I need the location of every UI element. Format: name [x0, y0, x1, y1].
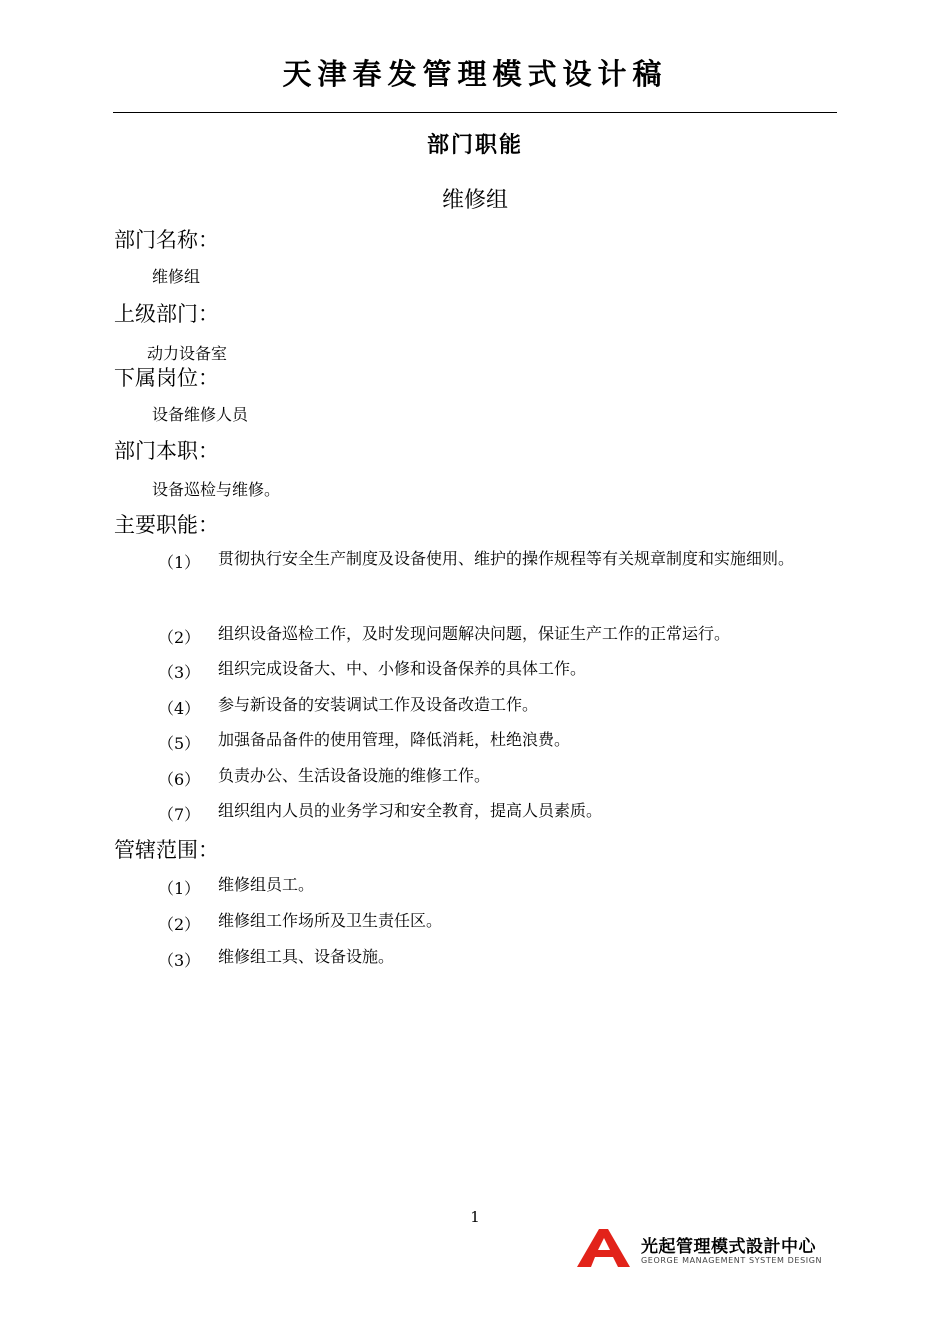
scope-label: 管辖范围：	[114, 838, 219, 862]
subordinate-positions-label: 下属岗位：	[114, 366, 219, 390]
department-name-label: 部门名称：	[114, 228, 219, 252]
logo-mark-icon	[575, 1228, 631, 1268]
footer-logo	[575, 1228, 837, 1270]
document-header-title: 天津春发管理模式设计稿	[282, 57, 668, 91]
function-item-number: （5）	[158, 734, 201, 753]
function-item-text: 负责办公、生活设备设施的维修工作。	[218, 766, 491, 785]
function-item-number: （7）	[158, 805, 201, 824]
function-item-text: 参与新设备的安装调试工作及设备改造工作。	[218, 695, 539, 714]
scope-item-number: （3）	[158, 951, 201, 970]
function-item-number: （3）	[158, 663, 201, 682]
department-duty-label: 部门本职：	[114, 439, 219, 463]
department-title: 维修组	[441, 188, 508, 213]
parent-department-label: 上级部门：	[114, 302, 219, 326]
scope-item-text: 维修组工具、设备设施。	[218, 947, 395, 966]
function-item-text: 组织组内人员的业务学习和安全教育，提高人员素质。	[218, 801, 603, 820]
scope-item-number: （2）	[158, 915, 201, 934]
department-duty-value: 设备巡检与维修。	[152, 480, 281, 499]
function-item-number: （2）	[158, 628, 201, 647]
function-item-text: 贯彻执行安全生产制度及设备使用、维护的操作规程等有关规章制度和实施细则。	[218, 549, 795, 568]
scope-item-text: 维修组工作场所及卫生责任区。	[218, 911, 443, 930]
function-item-text: 加强备品备件的使用管理，降低消耗，杜绝浪费。	[218, 730, 571, 749]
function-item-number: （6）	[158, 770, 201, 789]
scope-item-text: 维修组员工。	[218, 875, 315, 894]
function-item-number: （1）	[158, 553, 201, 572]
function-item-number: （4）	[158, 699, 201, 718]
parent-department-value: 动力设备室	[147, 344, 228, 363]
function-item-text: 组织设备巡检工作，及时发现问题解决问题，保证生产工作的正常运行。	[218, 624, 731, 643]
logo-name-en: GEORGE MANAGEMENT SYSTEM DESIGN	[641, 1256, 823, 1265]
section-title: 部门职能	[426, 133, 523, 158]
scope-item-number: （1）	[158, 879, 201, 898]
main-functions-label: 主要职能：	[114, 513, 219, 537]
header-divider	[113, 112, 837, 113]
function-item-text: 组织完成设备大、中、小修和设备保养的具体工作。	[218, 659, 587, 678]
subordinate-positions-value: 设备维修人员	[152, 405, 249, 424]
logo-name-cn: 光起管理模式設計中心	[641, 1237, 816, 1257]
page-number: 1	[470, 1208, 480, 1226]
department-name-value: 维修组	[152, 267, 201, 286]
